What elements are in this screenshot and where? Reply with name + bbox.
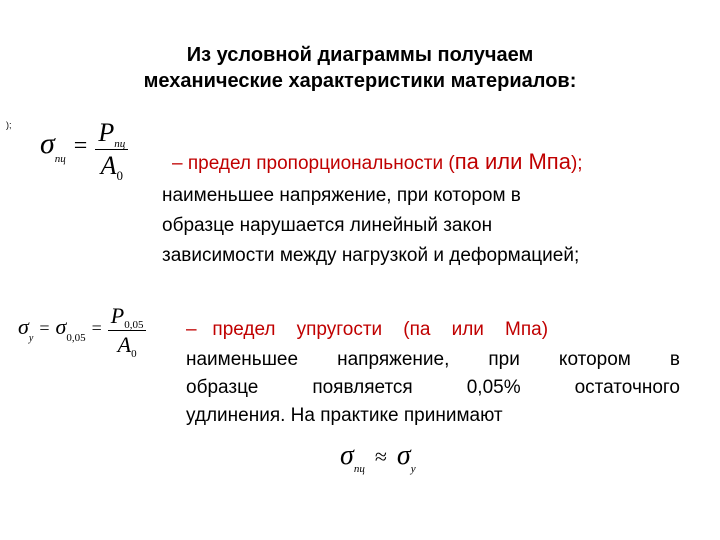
fraction-denominator: $A_0$ — [100, 151, 123, 183]
dash: – — [172, 153, 188, 174]
proportional-limit-description — [162, 150, 702, 268]
stray-mark: ); — [6, 120, 12, 130]
block2-line-2: наименьшее напряжение, при котором в — [186, 349, 680, 370]
block1-line-4: зависимости между нагрузкой и деформацией; — [162, 245, 580, 266]
slide-title — [100, 42, 620, 94]
sigma-005: σ — [55, 314, 67, 340]
fraction — [95, 118, 128, 181]
equals-sign: = — [73, 133, 88, 160]
title-line-2: механические характеристики материалов: — [143, 70, 577, 92]
formula-elastic-limit: $\sigma_у = \sigma_{0,05}$ = $\frac{P_{0,05}}{A_0}$ — [18, 303, 146, 358]
elastic-limit-label: – предел упругости (па или Мпа) — [186, 319, 549, 340]
fraction-numerator: $P_{пц}$ — [95, 118, 128, 150]
sigma-y: σ — [18, 314, 29, 340]
elastic-limit-description — [186, 318, 680, 428]
formula-proportional-limit — [40, 118, 128, 181]
formula-approx: $\sigma_{пц} \approx \sigma_у$ — [340, 440, 416, 475]
block1-line-3: образце нарушается линейный закон — [162, 215, 493, 236]
sigma-subscript: пц — [54, 153, 66, 166]
title-line-1: Из условной диаграммы получаем — [186, 44, 534, 66]
block1-line-2: наименьшее напряжение, при котором в — [162, 185, 521, 206]
block2-line-3: образце появляется 0,05% остаточного — [186, 377, 680, 398]
approx-sign: ≈ — [374, 444, 387, 469]
units: па или Мпа — [454, 149, 571, 174]
fraction-2: $\frac{P_{0,05}}{A_0}$ — [108, 303, 147, 358]
proportional-limit-label: предел пропорциональности ( — [187, 153, 455, 174]
close-paren: ); — [570, 153, 583, 174]
sigma-symbol: σ — [40, 127, 55, 161]
block2-line-4: удлинения. На практике принимают — [186, 405, 503, 426]
